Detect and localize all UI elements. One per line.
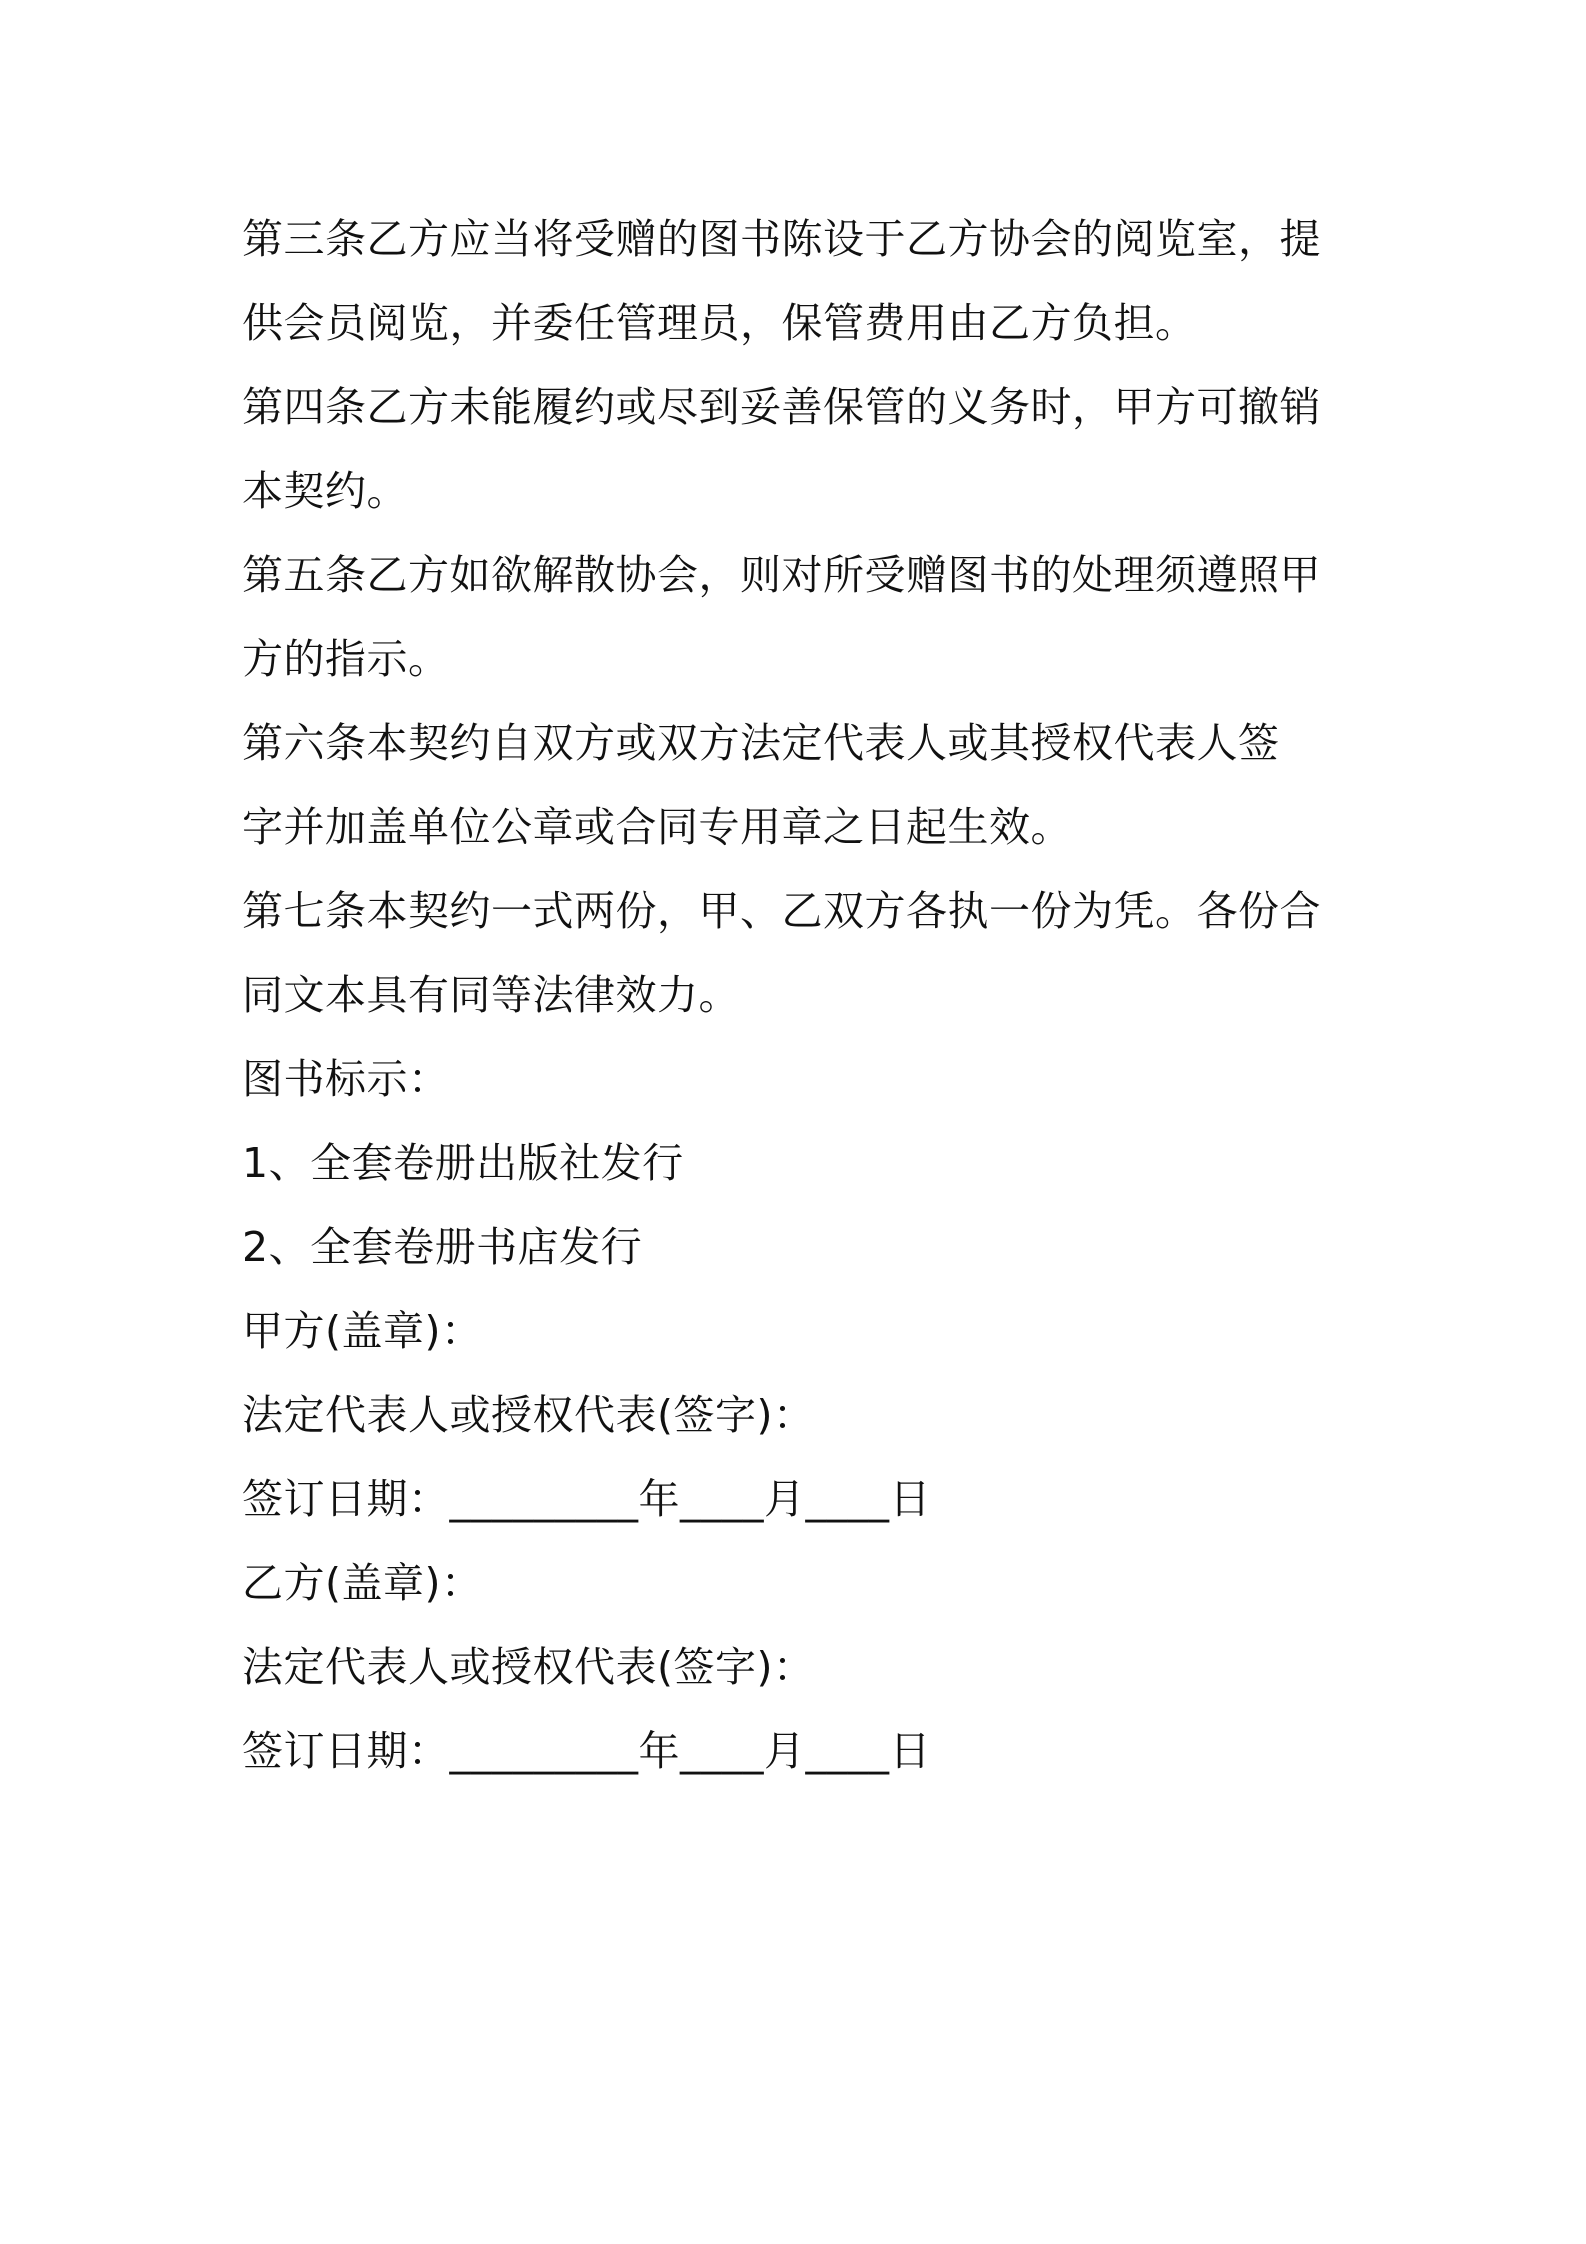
book-label-heading: 图书标示： [242,1055,450,1103]
party-b-seal: 乙方(盖章)： [242,1559,483,1607]
article-4-line-1: 第四条乙方未能履约或尽到妥善保管的义务时，甲方可撤销 [242,383,1321,431]
article-6-line-2: 字并加盖单位公章或合同专用章之日起生效。 [242,803,1072,851]
party-b-representative: 法定代表人或授权代表(签字)： [242,1643,815,1691]
document-body [242,197,1362,1793]
article-5-line-1: 第五条乙方如欲解散协会，则对所受赠图书的处理须遵照甲 [242,551,1321,599]
article-3-line-1: 第三条乙方应当将受赠的图书陈设于乙方协会的阅览室，提 [242,215,1321,263]
article-7-line-2: 同文本具有同等法律效力。 [242,971,740,1019]
book-label-item-2: 2、全套卷册书店发行 [242,1223,643,1271]
article-7-line-1: 第七条本契约一式两份，甲、乙双方各执一份为凭。各份合 [242,887,1321,935]
book-label-item-1: 1、全套卷册出版社发行 [242,1139,684,1187]
article-6-line-1: 第六条本契约自双方或双方法定代表人或其授权代表人签 [242,719,1280,767]
party-a-representative: 法定代表人或授权代表(签字)： [242,1391,815,1439]
party-a-sign-date: 签订日期：_________年____月____日 [242,1475,931,1523]
article-3-line-2: 供会员阅览，并委任管理员，保管费用由乙方负担。 [242,299,1197,347]
party-a-seal: 甲方(盖章)： [242,1307,483,1355]
article-4-line-2: 本契约。 [242,467,408,515]
party-b-sign-date: 签订日期：_________年____月____日 [242,1727,931,1775]
article-5-line-2: 方的指示。 [242,635,450,683]
